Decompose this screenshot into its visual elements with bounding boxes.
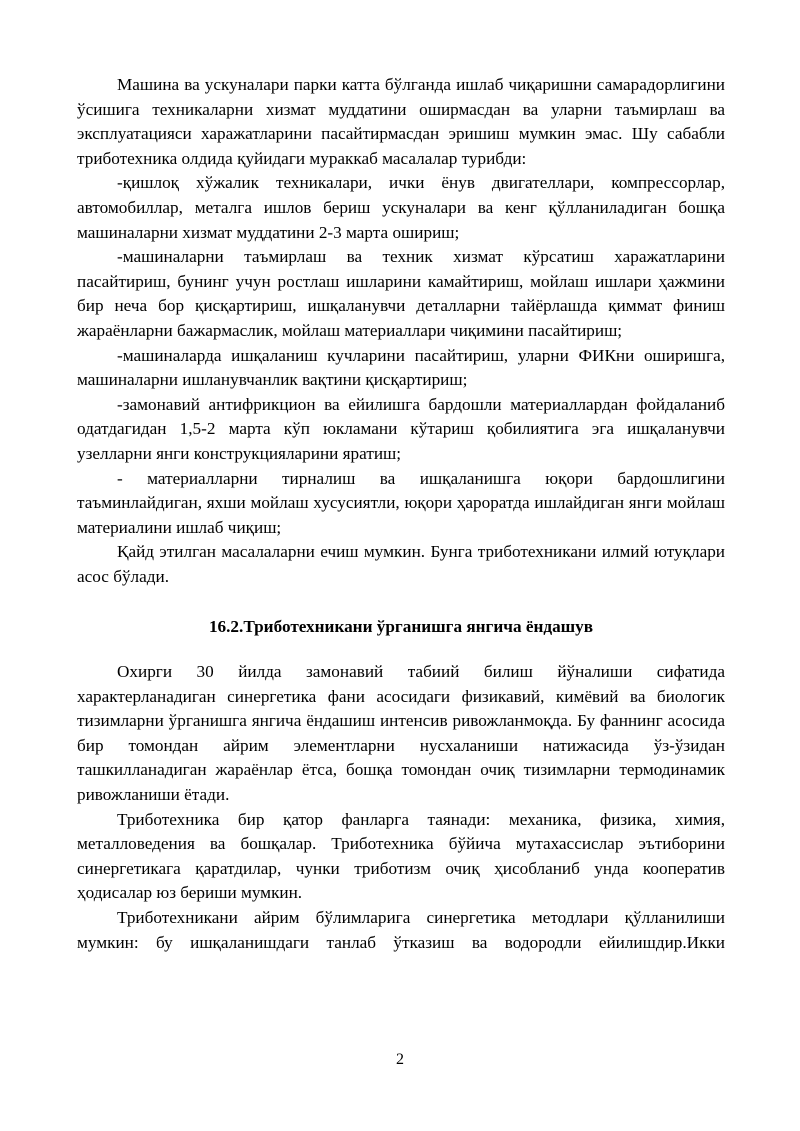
page-body	[77, 73, 725, 955]
paragraph-tribotechnics-sciences: Триботехника бир қатор фанларга таянади: механика, физика, химия, металловедения ва бошқалар. Триботехника бўйича мутахассислар эътиборини синергетикага қаратдилар, чунки триботизм очиқ ҳисобланиб унда кооператив ҳодисалар юз бериши мумкин.	[77, 809, 725, 903]
paragraph-conclusion: Қайд этилган масалаларни ечиш мумкин. Бунга триботехникани илмий ютуқлари асос бўлади.	[77, 542, 725, 586]
paragraph-intro: Машина ва ускуналари парки катта бўлганда ишлаб чиқаришни самарадорлигини ўсишига техникаларни хизмат муддатини оширмасдан ва уларни таъмирлаш ва эксплуатацияси харажатларини пасайтирмасдан эришиш мумкин эмас. Шу сабабли триботехника олдида қуйидаги мураккаб масалалар турибди:	[77, 75, 725, 168]
paragraph-synergetics: Охирги 30 йилда замонавий табиий билиш йўналиши сифатида характерланадиган синергетика фани асосидаги физикавий, кимёвий ва биологик тизимларни ўрганишга янгича ёндашиш интенсив ривожланмоқда. Бу фаннинг асосида бир томондан айрим элементларни нусхаланиши натижасида ўз-ўзидан ташкилланадиган жараёнлар ётса, бошқа томондан очиқ тизимларни термодинамик ривожланиши ётади.	[77, 662, 725, 805]
list-item-machine-service-life: -қишлоқ хўжалик техникалари, ички ёнув двигателлари, компрессорлар, автомобиллар, металга ишлов бериш ускуналари ва кенг қўлланиладиган бошқа машиналарни хизмат муддатини 2-3 марта ошириш;	[77, 173, 725, 242]
list-item-lubricant-materials: - материалларни тирналиш ва ишқаланишга юқори бардошлигини таъминлайдиган, яхши мойлаш хусусиятли, юқори ҳароратда ишлайдиган янги мойлаш материалини ишлаб чиқиш;	[77, 468, 725, 537]
list-item-friction-forces: -машиналарда ишқаланиш кучларини пасайтириш, уларни ФИКни оширишга, машиналарни ишланувчанлик вақтини қисқартириш;	[77, 345, 725, 390]
section-heading: 16.2.Триботехникани ўрганишга янгича ёндашув	[208, 617, 594, 637]
page-number: 2	[396, 1051, 404, 1068]
list-item-antifriction-materials: -замонавий антифрикцион ва ейилишга бардошли материаллардан фойдаланиб одатдагидан 1,5-2 марта кўп юкламани кўтариш қобилиятига эга ишқаланувчи узелларни янги конструкцияларини яратиш;	[77, 394, 725, 463]
paragraph-synergetics-methods: Триботехникани айрим бўлимларига синергетика методлари қўлланилиши мумкин: бу ишқаланишдаги танлаб ўтказиш ва водородли ейилишдир.Икки	[77, 908, 725, 952]
list-item-repair-costs: -машиналарни таъмирлаш ва техник хизмат кўрсатиш харажатларини пасайтириш, бунинг учун ростлаш ишларини камайтириш, мойлаш ишлари ҳажмини бир неча бор қисқартириш, ишқаланувчи деталларни тайёрлашда қиммат финиш жараёнларни бажармаслик, мойлаш материаллари чиқимини пасайтириш;	[77, 247, 725, 340]
